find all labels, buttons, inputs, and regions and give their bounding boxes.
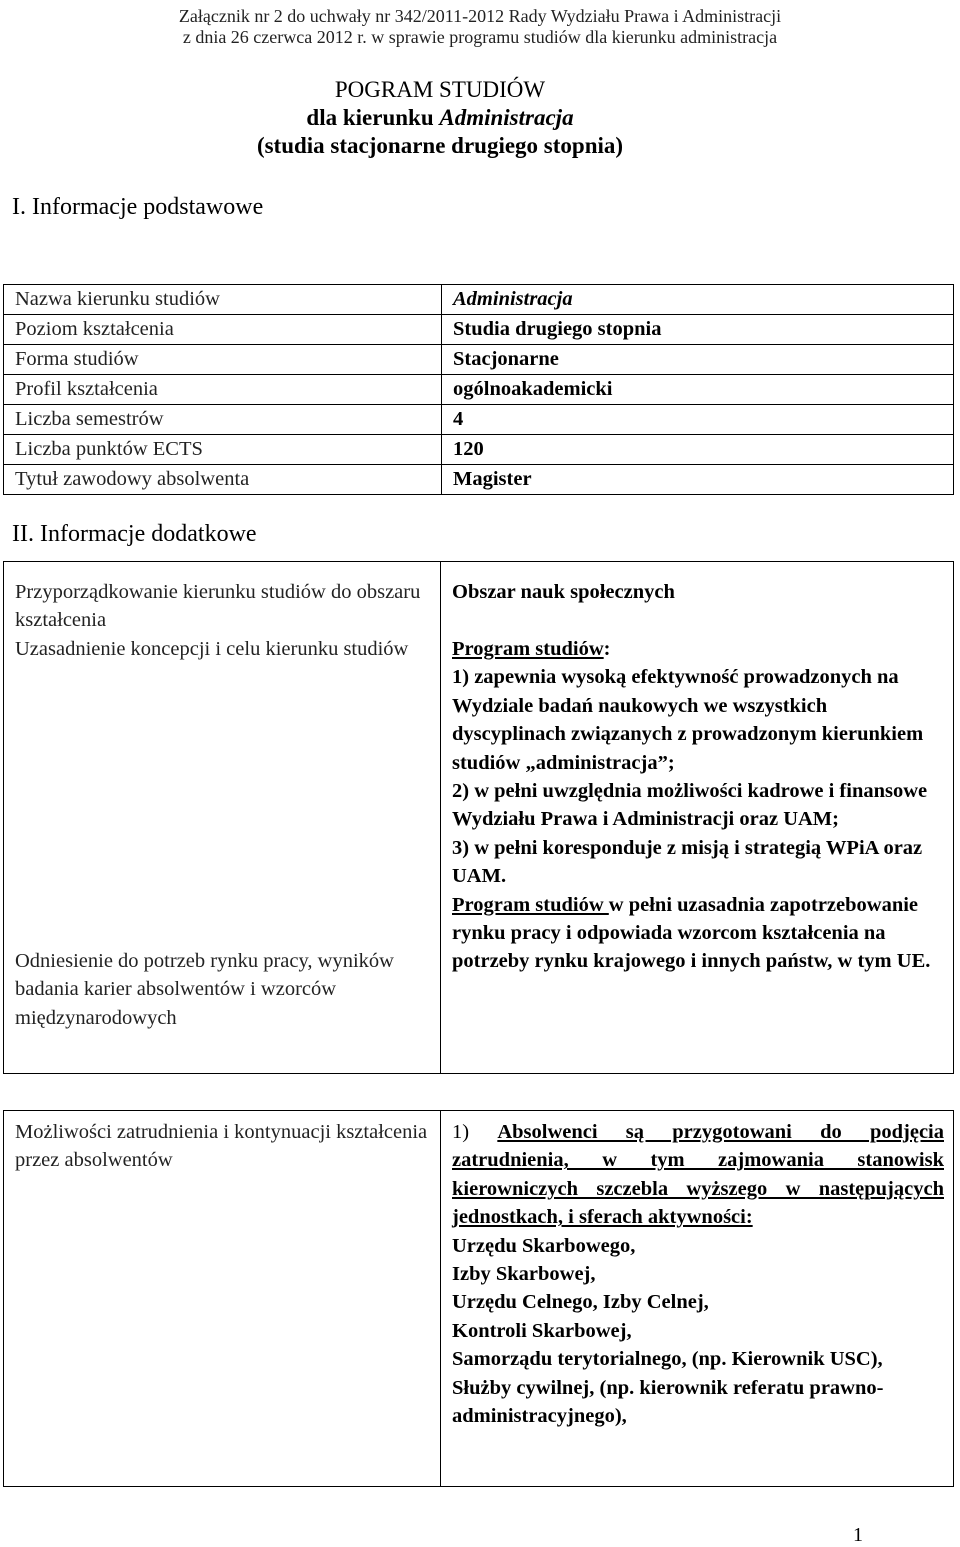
table-row [4, 375, 954, 405]
concept-justification-label: Uzasadnienie koncepcji i celu kierunku studiów [15, 638, 409, 660]
row-label: Nazwa kierunku studiów [4, 285, 442, 315]
title-line-2-field: Administracja [439, 105, 574, 130]
additional-info-table [3, 561, 954, 1074]
table-row [4, 345, 954, 375]
document-header-note [0, 6, 960, 48]
row-label: Profil kształcenia [4, 375, 442, 405]
section-2-heading: II. Informacje dodatkowe [12, 521, 257, 547]
employment-point-number: 1) [452, 1121, 498, 1143]
labor-market-text: w pełni uzasadnia zapotrzebowanie rynku pracy i odpowiada wzorcom kształcenia na potrzeby rynku krajowego i innych państw, w tym UE. [452, 893, 931, 973]
program-heading [452, 635, 944, 663]
table-row [4, 405, 954, 435]
row-label: Tytuł zawodowy absolwenta [4, 465, 442, 495]
row-value: ogólnoakademicki [442, 375, 954, 405]
study-area-value: Obszar nauk społecznych [452, 581, 675, 603]
program-point-2: 2) w pełni uwzględnia możliwości kadrowe i finansowe Wydziału Prawa i Administracji oraz UAM; [452, 780, 928, 831]
area-assignment-label: Przyporządkowanie kierunku studiów do obszaru kształcenia [15, 581, 421, 632]
table-row [4, 435, 954, 465]
employment-value [452, 1118, 944, 1430]
header-note-line-2: z dnia 26 czerwca 2012 r. w sprawie programu studiów dla kierunku administracja [182, 27, 778, 47]
basic-info-table [3, 284, 954, 495]
program-label: Program studiów [452, 638, 604, 660]
concept-justification-value [452, 635, 944, 976]
column-divider [440, 562, 441, 1073]
list-item: Samorządu terytorialnego, (np. Kierownik USC), [452, 1348, 883, 1371]
list-item: Urzędu Celnego, Izby Celnej, [452, 1291, 709, 1314]
row-value: 4 [442, 405, 954, 435]
row-value: Magister [442, 465, 954, 495]
row-value: Administracja [442, 285, 954, 315]
column-divider [440, 1111, 441, 1486]
labor-market-value [452, 891, 944, 976]
title-line-2-prefix: dla kierunku [306, 105, 440, 130]
page-number: 1 [853, 1524, 863, 1546]
title-line-1: POGRAM STUDIÓW [334, 77, 546, 102]
program-point-3: 3) w pełni koresponduje z misją i strategią WPiA oraz UAM. [452, 836, 923, 888]
labor-market-label: Odniesienie do potrzeb rynku pracy, wyników badania karier absolwentów i wzorców międzynarodowych [15, 950, 394, 1029]
row-value: Studia drugiego stopnia [442, 315, 954, 345]
list-item: Służby cywilnej, (np. kierownik referatu prawno-administracyjnego), [452, 1376, 884, 1428]
row-label: Forma studiów [4, 345, 442, 375]
header-note-line-1: Załącznik nr 2 do uchwały nr 342/2011-2012 Rady Wydziału Prawa i Administracji [178, 6, 782, 26]
table-row [4, 315, 954, 345]
list-item: Kontroli Skarbowej, [452, 1319, 632, 1342]
list-item: Izby Skarbowej, [452, 1263, 596, 1286]
table-row [4, 285, 954, 315]
row-value: 120 [442, 435, 954, 465]
section-1-heading: I. Informacje podstawowe [12, 194, 264, 220]
title-line-2 [0, 104, 880, 132]
employment-label: Możliwości zatrudnienia i kontynuacji kształcenia przez absolwentów [15, 1121, 428, 1172]
title-line-3: (studia stacjonarne drugiego stopnia) [256, 133, 624, 158]
program-point-1: 1) zapewnia wysoką efektywność prowadzonych na Wydziale badań naukowych we wszystkich dyscyplinach związanych z prowadzonym kierunkiem studiów „administracja”; [452, 666, 924, 774]
row-label: Liczba semestrów [4, 405, 442, 435]
row-label: Poziom kształcenia [4, 315, 442, 345]
employment-table [3, 1110, 954, 1487]
list-item: Urzędu Skarbowego, [452, 1234, 636, 1257]
program-colon: : [603, 638, 611, 660]
table-row [4, 465, 954, 495]
program-label-2: Program studiów [452, 893, 609, 916]
row-value: Stacjonarne [442, 345, 954, 375]
employers-list [452, 1232, 944, 1431]
employment-intro [452, 1118, 944, 1232]
employment-intro-text: Absolwenci są przygotowani do podjęcia zatrudnienia, w tym zajmowania stanowisk kierowniczych szczebla wyższego w następujących jednostkach, i sferach aktywności: [452, 1121, 944, 1229]
row-label: Liczba punktów ECTS [4, 435, 442, 465]
program-title [0, 76, 880, 160]
